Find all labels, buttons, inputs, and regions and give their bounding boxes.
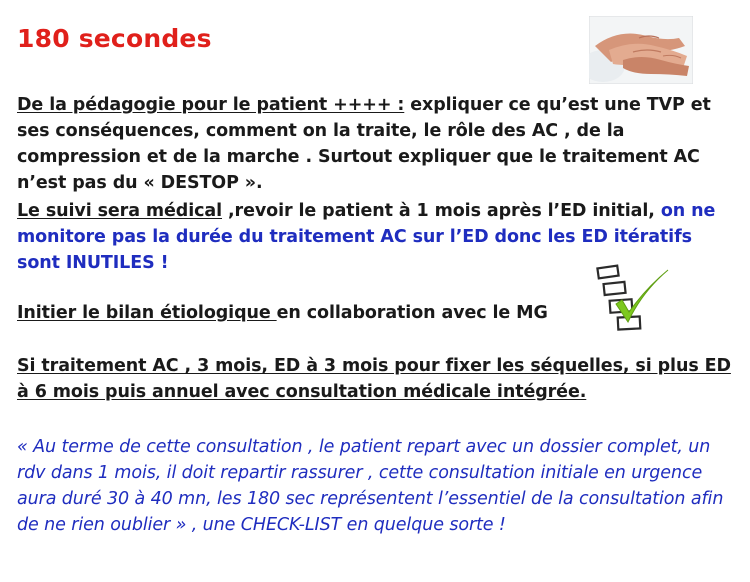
page-title: 180 secondes <box>17 24 212 53</box>
paragraph-pedagogy <box>17 92 735 196</box>
pedagogy-heading: De la pédagogie pour le patient ++++ : <box>17 95 405 115</box>
paragraph-etiology <box>17 300 577 326</box>
pedagogy-text: expliquer ce qu’est une TVP et ses conséquences, comment on la traite, le rôle des AC , de la compression et de la marche . Surtout expliquer que le traitement AC n’est pas du « DESTOP ». <box>17 95 711 193</box>
paragraph-treatment <box>17 353 735 405</box>
follow-up-text: ,revoir le patient à 1 mois après l’ED initial, <box>222 201 661 221</box>
checklist-icon <box>594 262 674 332</box>
follow-up-heading: Le suivi sera médical <box>17 201 223 221</box>
etiology-heading: Initier le bilan étiologique <box>17 303 277 323</box>
treatment-text: Si traitement AC , 3 mois, ED à 3 mois pour fixer les séquelles, si plus ED à 6 mois puis annuel avec consultation médicale intégrée. <box>17 356 731 402</box>
quote-paragraph: « Au terme de cette consultation , le patient repart avec un dossier complet, un rdv dans 1 mois, il doit repartir rassurer , cette consultation initiale en urgence aura duré 30 à 40 mn, les 180 sec représentent l’essentiel de la consultation afin de ne rien oublier » , une CHECK-LIST en quelque sorte ! <box>17 437 724 535</box>
etiology-text: en collaboration avec le MG <box>276 303 548 323</box>
follow-up-highlight: on ne monitore pas la durée du traitement AC sur l’ED donc les ED itératifs sont INUTILES ! <box>17 201 716 273</box>
holding-hands-photo <box>589 16 693 84</box>
